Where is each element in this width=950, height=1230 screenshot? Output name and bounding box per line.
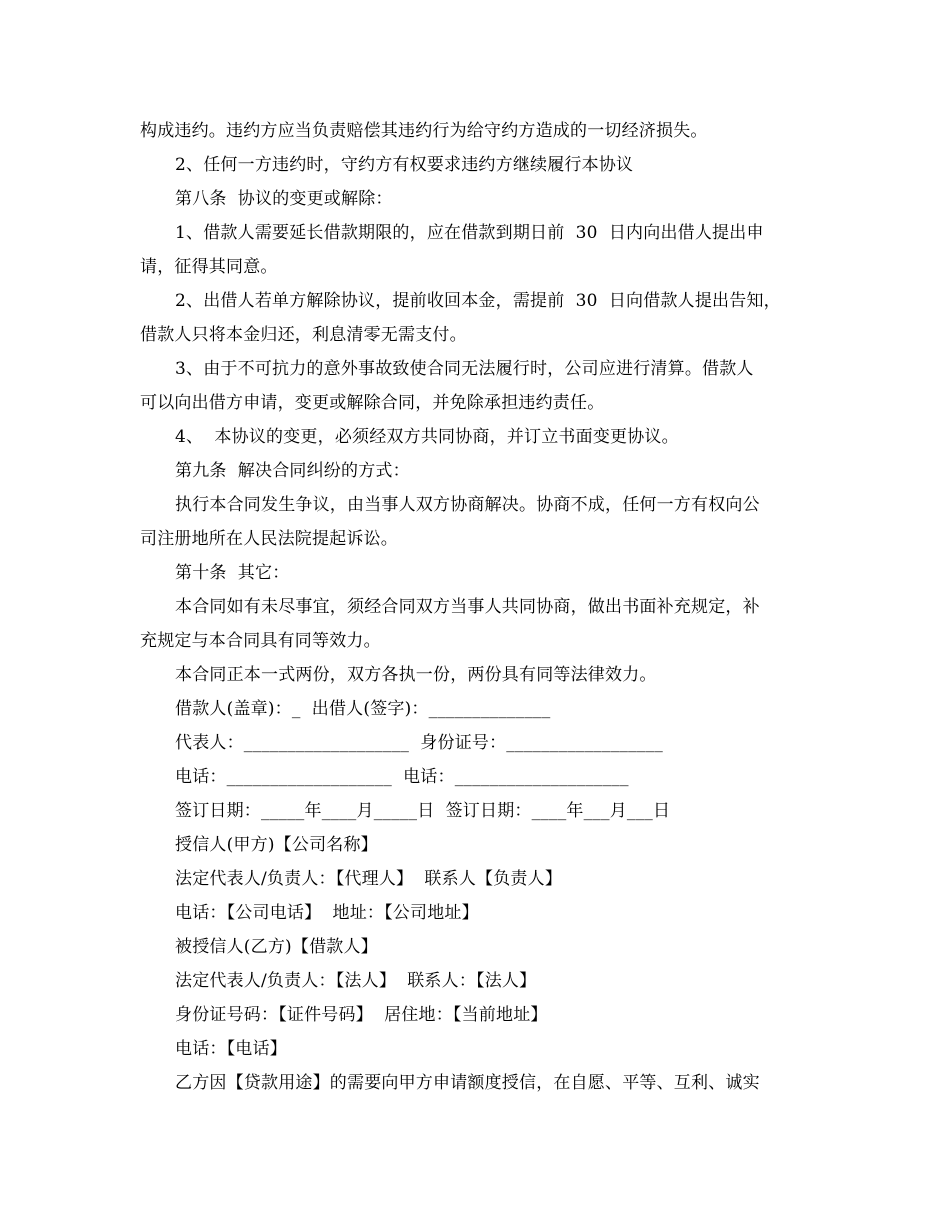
text-line: 2、出借人若单方解除协议，提前收回本金，需提前 30 日向借款人提出告知，	[175, 291, 781, 311]
section-heading: 第九条 解决合同纠纷的方式：	[175, 461, 410, 481]
text-line: 可以向出借方申请，变更或解除合同，并免除承担违约责任。	[140, 393, 605, 413]
text-line: 借款人只将本金归还，利息清零无需支付。	[140, 325, 467, 345]
text-line: 4、 本协议的变更，必须经双方共同协商，并订立书面变更协议。	[175, 427, 679, 447]
party-info-line: 被授信人(乙方)【借款人】	[175, 937, 378, 957]
signature-line: 借款人(盖章)：_ 出借人(签字)：______________	[175, 699, 551, 719]
document-page	[140, 114, 812, 1100]
text-line: 构成违约。违约方应当负责赔偿其违约行为给守约方造成的一切经济损失。	[140, 121, 708, 141]
text-line: 司注册地所在人民法院提起诉讼。	[140, 529, 398, 549]
party-info-line: 电话：【公司电话】 地址：【公司地址】	[175, 903, 479, 923]
text-line: 2、任何一方违约时，守约方有权要求违约方继续履行本协议	[175, 155, 634, 175]
party-info-line: 电话：【电话】	[175, 1039, 287, 1059]
text-line: 本合同正本一式两份，双方各执一份，两份具有同等法律效力。	[175, 665, 657, 685]
text-line: 充规定与本合同具有同等效力。	[140, 631, 381, 651]
party-info-line: 授信人(甲方)【公司名称】	[175, 835, 378, 855]
signature-line: 签订日期：_____年____月_____日 签订日期：____年___月___日	[175, 801, 671, 821]
section-heading: 第十条 其它：	[175, 563, 290, 583]
party-info-line: 法定代表人/负责人：【法人】 联系人：【法人】	[175, 971, 537, 991]
text-line: 本合同如有未尽事宜，须经合同双方当事人共同协商，做出书面补充规定，补	[175, 597, 760, 617]
text-line: 执行本合同发生争议，由当事人双方协商解决。协商不成，任何一方有权向公	[175, 495, 760, 515]
signature-line: 代表人：___________________ 身份证号：__________________	[175, 733, 663, 753]
text-line: 乙方因【贷款用途】的需要向甲方申请额度授信，在自愿、平等、互利、诚实	[175, 1073, 760, 1093]
party-info-line: 身份证号码：【证件号码】 居住地：【当前地址】	[175, 1005, 548, 1025]
section-heading: 第八条 协议的变更或解除：	[175, 189, 393, 209]
text-line: 3、由于不可抗力的意外事故致使合同无法履行时，公司应进行清算。借款人	[175, 359, 754, 379]
text-line: 请，征得其同意。	[140, 257, 278, 277]
text-line: 1、借款人需要延长借款期限的，应在借款到期日前 30 日内向出借人提出申	[175, 223, 764, 243]
party-info-line: 法定代表人/负责人：【代理人】 联系人【负责人】	[175, 869, 563, 889]
signature-line: 电话：___________________ 电话：____________________	[175, 767, 629, 787]
